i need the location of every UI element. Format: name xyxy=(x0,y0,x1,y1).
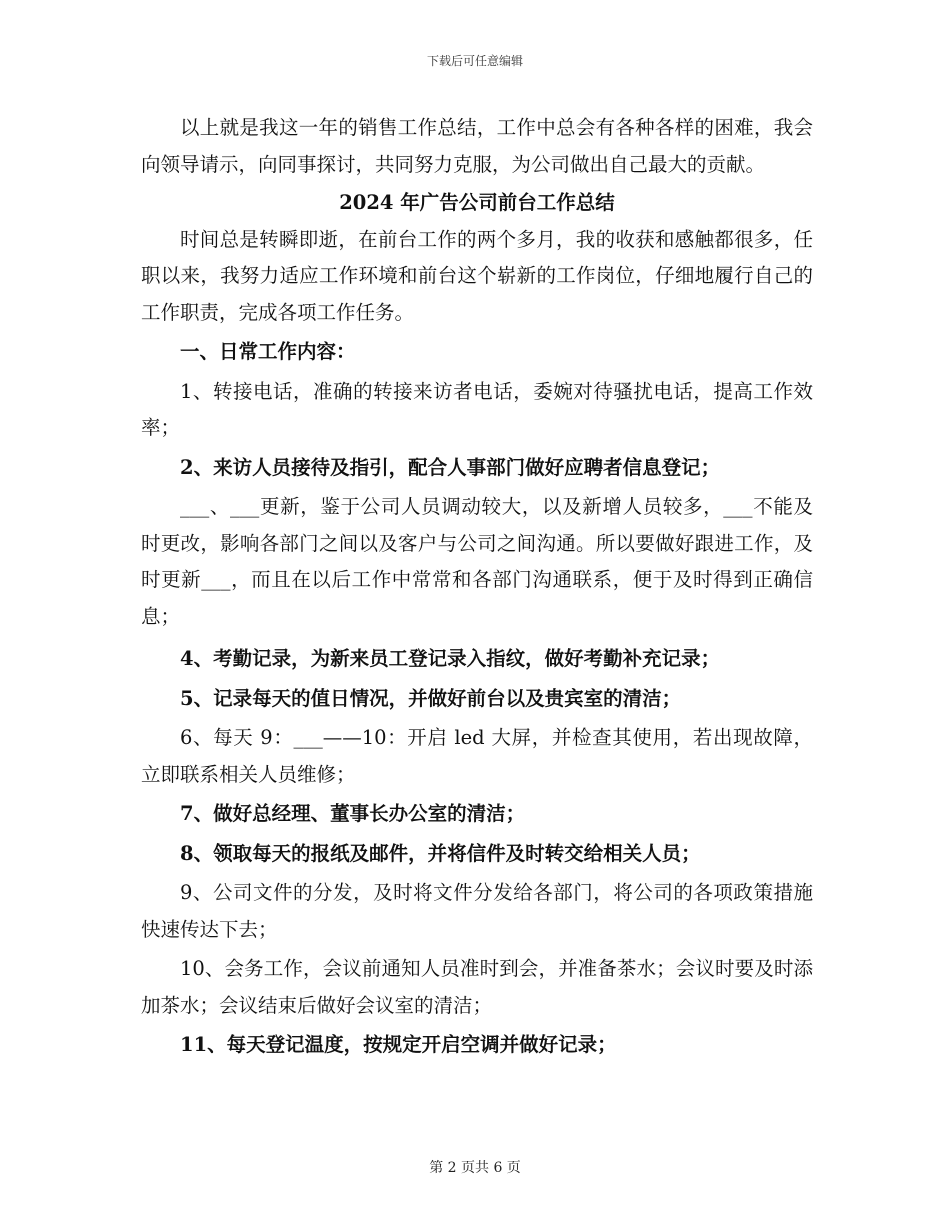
list-item: 9、公司文件的分发，及时将文件分发给各部门，将公司的各项政策措施快速传达下去； xyxy=(141,881,813,941)
paragraph-opening: 时间总是转瞬即逝，在前台工作的两个多月，我的收获和感触都很多，任职以来，我努力适应工作环境和前台这个崭新的工作岗位，仔细地履行自己的工作职责，完成各项工作任务。 xyxy=(141,227,813,324)
list-item: 10、会务工作，会议前通知人员准时到会，并准备茶水；会议时要及时添加茶水；会议结束后做好会议室的清洁； xyxy=(141,957,813,1017)
list-item: 6、每天 9：___——10：开启 led 大屏，并检查其使用，若出现故障，立即联系相关人员维修； xyxy=(141,726,813,786)
list-item: 5、记录每天的值日情况，并做好前台以及贵宾室的清洁； xyxy=(180,686,682,710)
section-heading: 一、日常工作内容： xyxy=(180,340,356,363)
list-item: 8、领取每天的报纸及邮件，并将信件及时转交给相关人员； xyxy=(180,841,701,865)
list-item: 7、做好总经理、董事长办公室的清洁； xyxy=(180,802,526,825)
page-header: 下载后可任意编辑 xyxy=(426,54,523,68)
list-item: 11、每天登记温度，按规定开启空调并做好记录； xyxy=(180,1033,617,1056)
document-title: 2024 年广告公司前台工作总结 xyxy=(339,191,615,214)
list-item: 2、来访人员接待及指引，配合人事部门做好应聘者信息登记； xyxy=(180,455,721,479)
page-footer: 第 2 页共 6 页 xyxy=(429,1160,521,1176)
list-item: ___、___更新，鉴于公司人员调动较大，以及新增人员较多，___不能及时更改，影响各部门之间以及客户与公司之间沟通。所以要做好跟进工作，及时更新___，而且在以后工作中常常和各部门沟通联系，便于及时得到正确信息； xyxy=(141,495,813,628)
list-item: 1、转接电话，准确的转接来访者电话，委婉对待骚扰电话，提高工作效率； xyxy=(141,379,813,439)
intro-paragraph: 以上就是我这一年的销售工作总结，工作中总会有各种各样的困难，我会向领导请示，向同事探讨，共同努力克服，为公司做出自己最大的贡献。 xyxy=(141,116,813,176)
list-item: 4、考勤记录，为新来员工登记录入指纹，做好考勤补充记录； xyxy=(180,647,721,670)
document-body xyxy=(141,110,813,1064)
